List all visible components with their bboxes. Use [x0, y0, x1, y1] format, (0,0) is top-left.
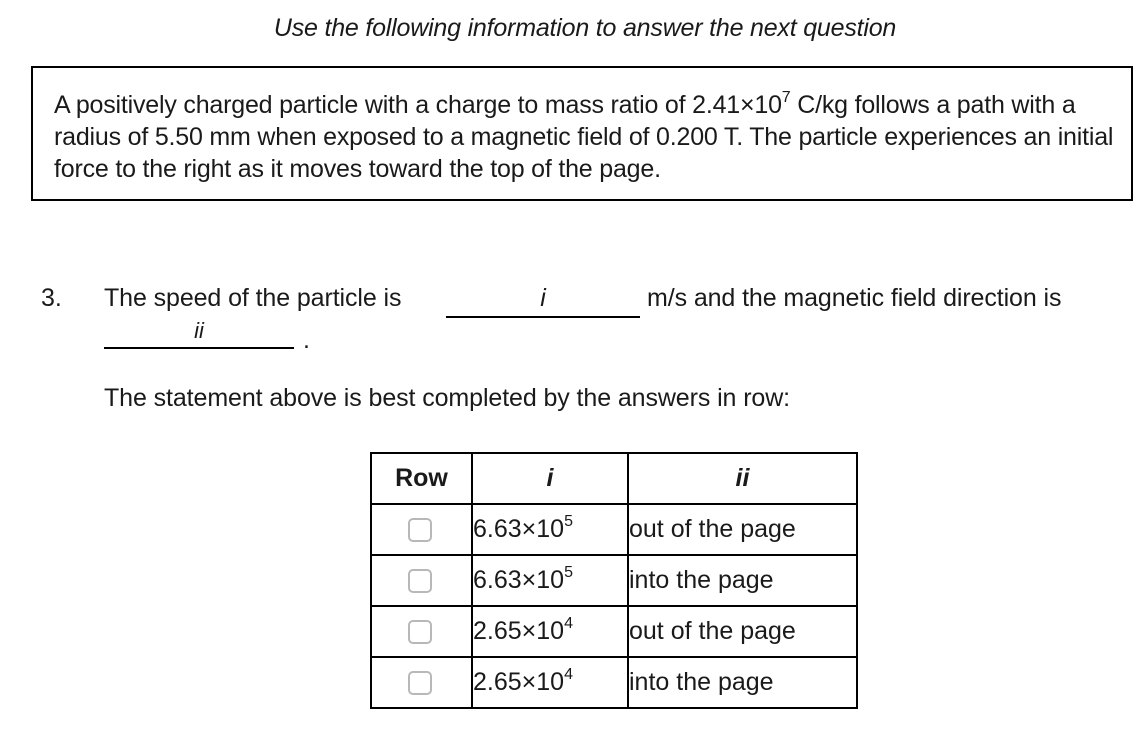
- table-row[interactable]: [371, 657, 857, 708]
- direction-cell: out of the page: [628, 606, 857, 657]
- row-select-cell[interactable]: [371, 555, 472, 606]
- table-row[interactable]: [371, 555, 857, 606]
- header-row: Row: [371, 453, 472, 504]
- info-text-part1: A positively charged particle with a charge to mass ratio of 2.41×10: [54, 91, 782, 119]
- direction-cell: into the page: [628, 555, 857, 606]
- speed-cell: [472, 606, 628, 657]
- information-text: [54, 89, 1129, 185]
- speed-exponent: 5: [564, 512, 573, 530]
- intro-heading: Use the following information to answer the next question: [273, 14, 897, 42]
- question-text-before: The speed of the particle is: [104, 284, 402, 312]
- question-number: 3.: [41, 284, 62, 312]
- table-header-row: [371, 453, 857, 504]
- header-ii: ii: [628, 453, 857, 504]
- question-period: .: [303, 326, 310, 354]
- question-text-after: m/s and the magnetic field direction is: [647, 284, 1062, 312]
- checkbox-row-3[interactable]: [408, 620, 432, 644]
- info-exponent: 7: [781, 88, 791, 106]
- speed-exponent: 4: [564, 614, 573, 632]
- speed-value: 6.63×10: [473, 566, 565, 594]
- speed-value: 6.63×10: [473, 515, 565, 543]
- header-i: i: [472, 453, 628, 504]
- table-row[interactable]: [371, 504, 857, 555]
- row-select-cell[interactable]: [371, 657, 472, 708]
- speed-exponent: 5: [564, 563, 573, 581]
- speed-cell: [472, 657, 628, 708]
- speed-value: 2.65×10: [473, 617, 565, 645]
- table-row[interactable]: [371, 606, 857, 657]
- information-box: [31, 66, 1133, 201]
- checkbox-row-1[interactable]: [408, 518, 432, 542]
- info-text-part2: C/kg follows a path with a radius of 5.50 mm when exposed to a magnetic field of 0.200 T. The particle experiences an initial force to the right as it moves toward the top of the page.: [54, 91, 1114, 183]
- speed-cell: [472, 555, 628, 606]
- blank-ii-line: [104, 347, 294, 349]
- speed-value: 2.65×10: [473, 668, 565, 696]
- speed-cell: [472, 504, 628, 555]
- blank-ii-label: ii: [194, 318, 204, 343]
- checkbox-row-2[interactable]: [408, 569, 432, 593]
- direction-cell: into the page: [628, 657, 857, 708]
- checkbox-row-4[interactable]: [408, 671, 432, 695]
- direction-cell: out of the page: [628, 504, 857, 555]
- instruction-text: The statement above is best completed by the answers in row:: [104, 384, 791, 412]
- blank-i-label: i: [540, 284, 546, 312]
- row-select-cell[interactable]: [371, 606, 472, 657]
- answer-table: [370, 452, 858, 709]
- row-select-cell[interactable]: [371, 504, 472, 555]
- blank-i-line: [446, 316, 640, 318]
- speed-exponent: 4: [564, 665, 573, 683]
